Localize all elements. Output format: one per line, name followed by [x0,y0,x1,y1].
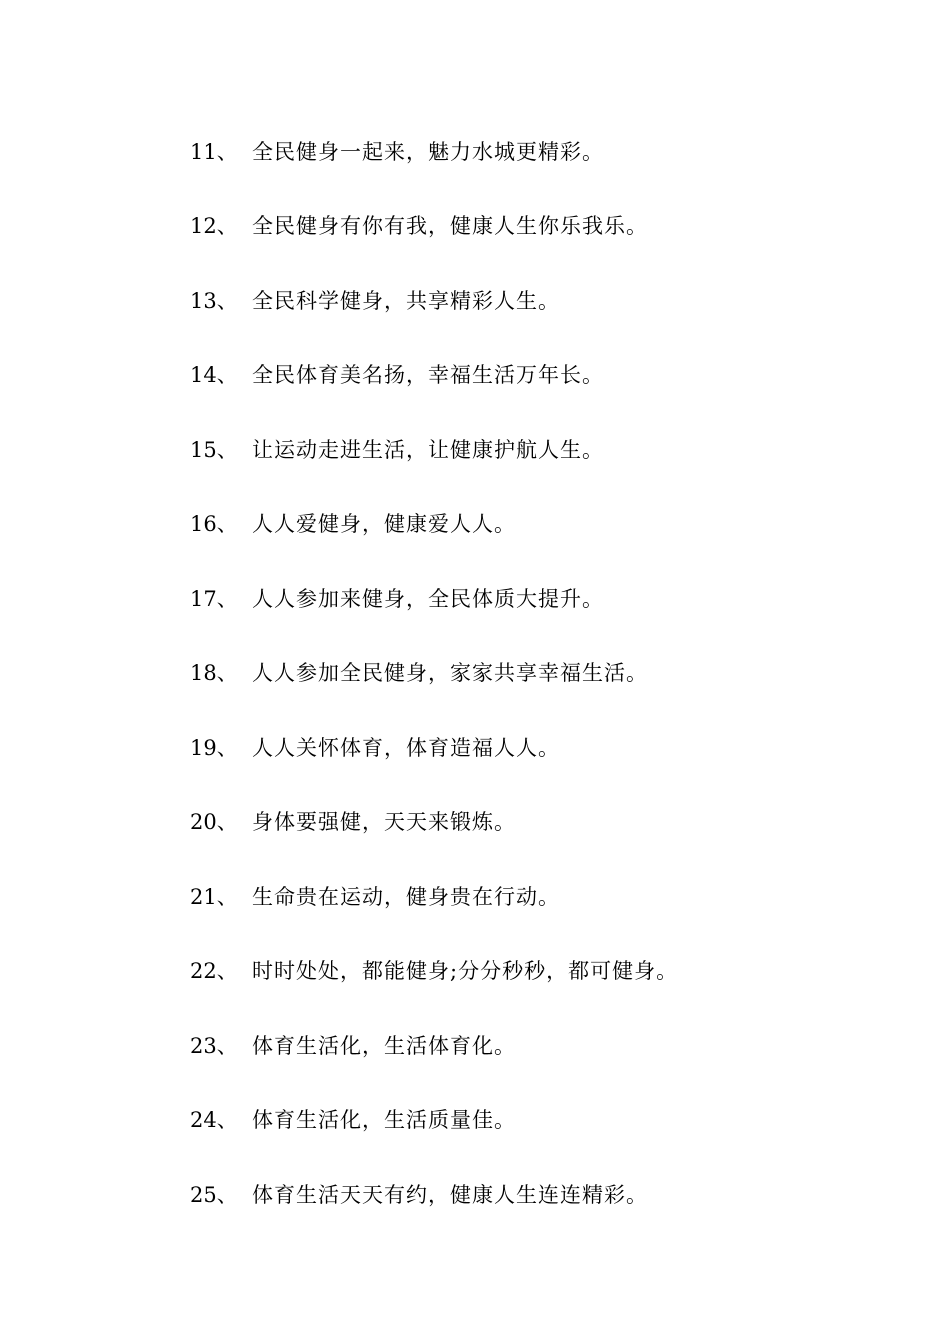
item-text: 体育生活化，生活体育化。 [252,1034,516,1058]
item-number: 21、 [190,885,238,909]
item-number: 14、 [190,363,238,387]
item-text: 体育生活化，生活质量佳。 [252,1108,516,1132]
list-item [190,435,604,465]
item-text: 全民健身有你有我，健康人生你乐我乐。 [252,214,648,238]
item-number: 12、 [190,214,238,238]
item-number: 15、 [190,438,238,462]
list-item [190,584,604,614]
item-text: 身体要强健，天天来锻炼。 [252,810,516,834]
item-number: 13、 [190,289,238,313]
item-number: 23、 [190,1034,238,1058]
item-text: 让运动走进生活，让健康护航人生。 [252,438,604,462]
item-number: 19、 [190,736,238,760]
item-text: 全民健身一起来，魅力水城更精彩。 [252,140,604,164]
list-item [190,733,560,763]
item-text: 时时处处，都能健身;分分秒秒，都可健身。 [252,959,679,983]
item-text: 生命贵在运动，健身贵在行动。 [252,885,560,909]
list-item [190,807,516,837]
list-item [190,1031,516,1061]
list-item [190,1180,648,1210]
item-number: 18、 [190,661,238,685]
item-number: 24、 [190,1108,238,1132]
item-text: 人人关怀体育，体育造福人人。 [252,736,560,760]
item-number: 25、 [190,1183,238,1207]
list-item [190,882,560,912]
item-text: 人人爱健身，健康爱人人。 [252,512,516,536]
item-text: 体育生活天天有约，健康人生连连精彩。 [252,1183,648,1207]
list-item [190,360,604,390]
item-text: 人人参加来健身，全民体质大提升。 [252,587,604,611]
list-item [190,658,648,688]
item-text: 全民体育美名扬，幸福生活万年长。 [252,363,604,387]
item-number: 16、 [190,512,238,536]
list-item [190,211,648,241]
list-item [190,956,678,986]
item-text: 全民科学健身，共享精彩人生。 [252,289,560,313]
item-text: 人人参加全民健身，家家共享幸福生活。 [252,661,648,685]
list-item [190,1105,516,1135]
list-item [190,286,560,316]
item-number: 11、 [190,140,238,164]
list-item [190,137,604,167]
item-number: 17、 [190,587,238,611]
list-item [190,509,516,539]
item-number: 22、 [190,959,238,983]
item-number: 20、 [190,810,238,834]
